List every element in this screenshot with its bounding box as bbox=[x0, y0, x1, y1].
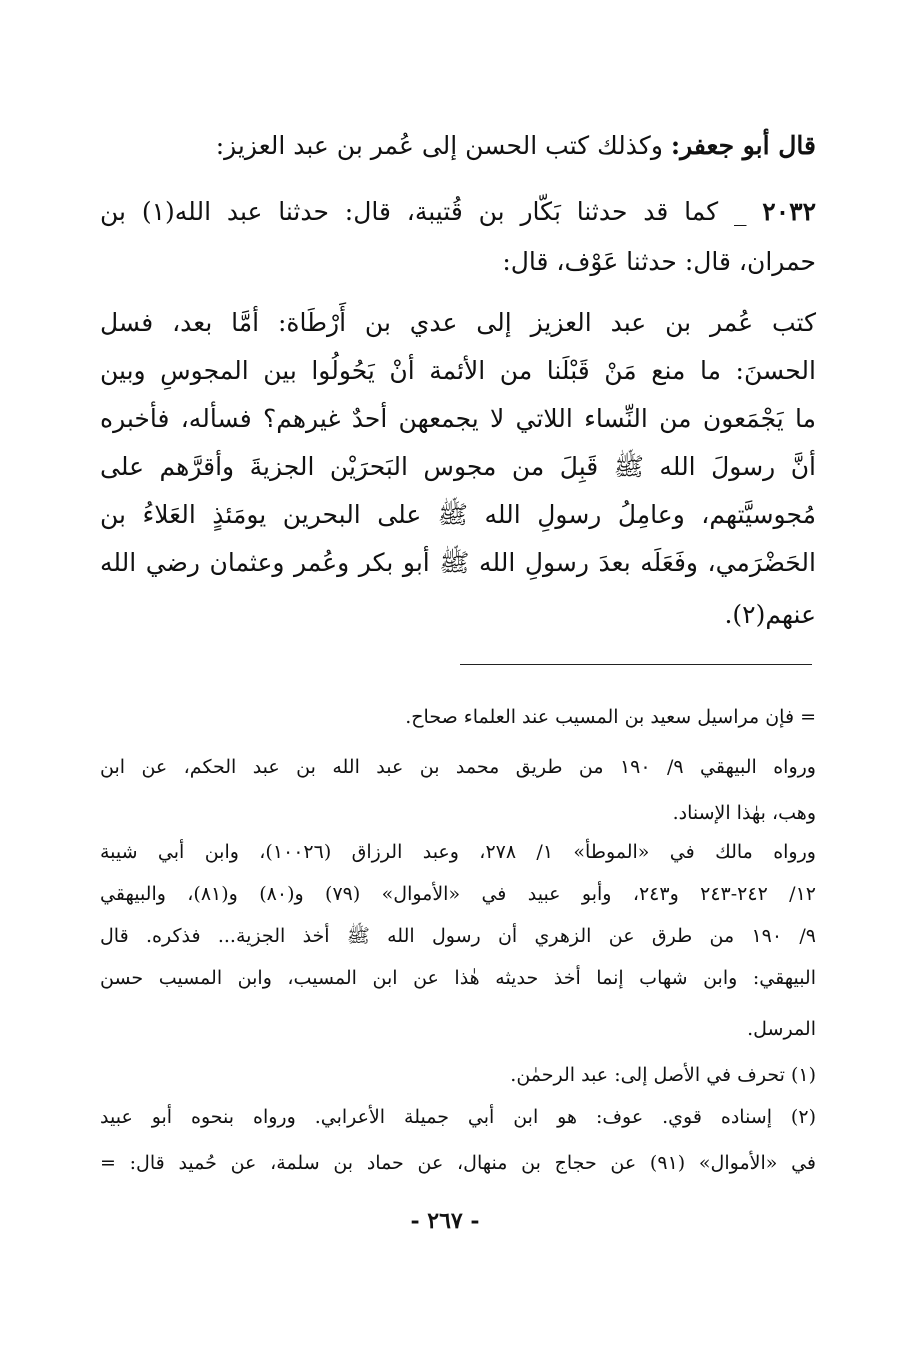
footnote-line: المرسل. bbox=[747, 1018, 816, 1040]
footnote-1: (١) تحرف في الأصل إلى: عبد الرحمٰن. bbox=[510, 1064, 816, 1086]
intro-text: وكذلك كتب الحسن إلى عُمر بن عبد العزيز: bbox=[215, 131, 663, 160]
footnote-line: ورواه مالك في «الموطأ» ١/ ٢٧٨، وعبد الرزاق (١٠٠٢٦)، وابن أبي شيبة bbox=[100, 841, 816, 863]
footnote-line: وهب، بهٰذا الإسناد. bbox=[672, 802, 816, 824]
footnote-2-line-1: (٢) إسناده قوي. عوف: هو ابن أبي جميلة الأعرابي. ورواه بنحوه أبو عبيد bbox=[100, 1106, 816, 1128]
matn-line-1: كتب عُمر بن عبد العزيز إلى عدي بن أَرْطَاة: أمَّا بعد، فسل bbox=[100, 308, 816, 337]
footnote-separator bbox=[460, 664, 812, 665]
matn-line-6: الحَضْرَمي، وفَعَلَه بعدَ رسولِ الله ﷺ أبو بكر وعُمر وعثمان رضي الله bbox=[100, 548, 816, 577]
footnote-line: البيهقي: وابن شهاب إنما أخذ حديثه هٰذا عن ابن المسيب، وابن المسيب حسن bbox=[100, 967, 816, 989]
footnote-2-line-2: في «الأموال» (٩١) عن حجاج بن منهال، عن حماد بن سلمة، عن حُميد قال: = bbox=[100, 1152, 816, 1174]
hadith-number: ٢٠٣٢ bbox=[762, 197, 816, 226]
matn-line-5: مُجوسيَّتهم، وعامِلُ رسولِ الله ﷺ على البحرين يومَئذٍ العَلاءُ بن bbox=[100, 500, 816, 529]
page-number: - ٢٦٧ - bbox=[410, 1208, 480, 1234]
matn-line-7: عنهم(٢). bbox=[724, 600, 816, 629]
isnad-line-1 bbox=[100, 188, 816, 236]
footnote-line: ٩/ ١٩٠ من طرق عن الزهري أن رسول الله ﷺ أخذ الجزية... فذكره. قال bbox=[100, 925, 816, 947]
matn-line-2: الحسنَ: ما منع مَنْ قَبْلَنا من الأئمة أنْ يَحُولُوا بين المجوسِ وبين bbox=[100, 356, 816, 385]
speaker-label: قال أبو جعفر: bbox=[670, 131, 816, 160]
matn-line-3: ما يَجْمَعون من النِّساء اللاتي لا يجمعهن أحدٌ غيرهم؟ فسأله، فأخبره bbox=[100, 404, 816, 433]
isnad-line-2: حمران، قال: حدثنا عَوْف، قال: bbox=[502, 247, 816, 276]
isnad-text-1: _ كما قد حدثنا بَكّار بن قُتيبة، قال: حدثنا عبد الله(١) بن bbox=[100, 197, 747, 226]
footnote-line: ١٢/ ٢٤٢-٢٤٣ و٢٤٣، وأبو عبيد في «الأموال» (٧٩) و(٨٠) و(٨١)، والبيهقي bbox=[100, 883, 816, 905]
footnote-line: ورواه البيهقي ٩/ ١٩٠ من طريق محمد بن عبد الله بن عبد الحكم، عن ابن bbox=[100, 756, 816, 778]
matn-line-4: أنَّ رسولَ الله ﷺ قَبِلَ من مجوس البَحرَيْن الجزيةَ وأقرَّهم على bbox=[100, 452, 816, 481]
intro-line bbox=[100, 122, 816, 170]
footnote-line: = فإن مراسيل سعيد بن المسيب عند العلماء صحاح. bbox=[405, 706, 816, 728]
